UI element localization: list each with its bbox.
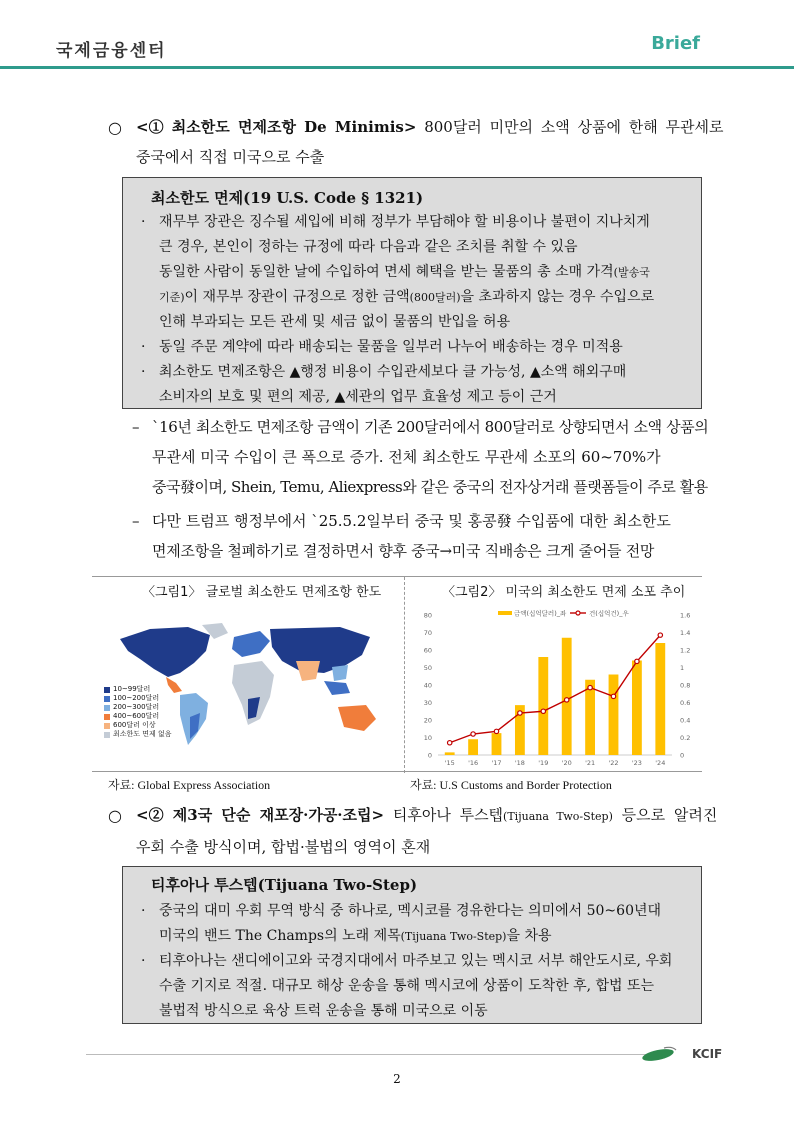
item1-line3 (159, 260, 685, 285)
legend-row-3 (104, 703, 172, 712)
dash2-line2: 면제조항을 철폐하기로 결정하면서 향후 중국→미국 직배송은 크게 줄어들 전망 (152, 542, 655, 560)
chart-right-tick-label: 0.4 (680, 716, 691, 725)
legend-swatch-6 (104, 732, 110, 738)
chart-bar (609, 675, 619, 756)
chart-x-tick-label: '17 (491, 759, 502, 767)
chart-right-tick-label: 1.4 (680, 629, 691, 637)
item1-line4a: 기준) (159, 291, 185, 304)
tijuana-item1-line1: 중국의 대미 우회 무역 방식 중 하나로, 멕시코를 경유한다는 의미에서 50~60년대 (159, 903, 662, 919)
chart-right-tick-label: 0.8 (680, 681, 691, 690)
chart-right-tick-label: 0 (680, 751, 685, 760)
chart-right-tick-label: 1.6 (680, 611, 691, 620)
chart-right-tick-label: 0.2 (680, 734, 691, 742)
legend-swatch-2 (104, 696, 110, 702)
item1-line4 (159, 285, 685, 310)
chart-left-tick-label: 40 (423, 681, 432, 690)
kcif-logo-icon (640, 1044, 680, 1062)
tijuana-item2-line3: 불법적 방식으로 육상 트럭 운송을 통해 미국으로 이동 (159, 1003, 488, 1019)
chart-line-point (448, 741, 452, 745)
dash-paragraph-2 (132, 506, 700, 566)
tijuana-box (122, 866, 702, 1024)
item1-line1: 재무부 장관은 징수될 세입에 비해 정부가 부담해야 할 비용이나 불편이 지나치게 (159, 214, 650, 230)
chart-legend-bar-swatch (498, 611, 512, 615)
de-minimis-box (122, 177, 702, 409)
section1-bullet: ○ (108, 118, 122, 137)
chart-left-tick-label: 70 (423, 629, 432, 637)
item-dot: · (141, 364, 146, 380)
chart-left-tick-label: 0 (427, 751, 432, 760)
legend-row-2 (104, 694, 172, 703)
figure1-caption: 〈그림1〉 글로벌 최소한도 면제조항 한도 (142, 585, 382, 600)
item3-line1: 최소한도 면제조항은 ▲행정 비용이 수입관세보다 클 가능성, ▲소액 해외구매 (159, 364, 627, 380)
section1-text1: 800달러 미만의 소액 상품에 한해 무관세로 (416, 118, 724, 136)
chart-x-tick-label: '18 (514, 759, 525, 767)
section2-paragraph (136, 800, 718, 862)
item-dot: · (141, 903, 146, 919)
dash-paragraph-1 (132, 412, 709, 502)
dash1-line2: 무관세 미국 수입이 큰 폭으로 증가. 전체 최소한도 무관세 소포의 60~70%가 (152, 448, 661, 466)
section2-text2: 우회 수출 방식이며, 합법·불법의 영역이 혼재 (136, 838, 431, 856)
section1-text2: 중국에서 직접 미국으로 수출 (136, 148, 325, 166)
figure1-source: 자료: Global Express Association (108, 778, 271, 792)
chart-x-tick-label: '15 (444, 759, 455, 767)
legend-swatch-4 (104, 714, 110, 720)
legend-row-4 (104, 712, 172, 721)
de-minimis-parcel-chart (410, 607, 700, 771)
chart-line-point (565, 698, 569, 702)
legend-label-4: 400~600달러 (113, 712, 160, 720)
chart-bar (562, 638, 572, 755)
legend-label-3: 200~300달러 (113, 703, 160, 711)
legend-swatch-1 (104, 687, 110, 693)
chart-line-point (494, 729, 498, 733)
section2-bullet: ○ (108, 806, 122, 825)
chart-x-tick-label: '24 (655, 759, 666, 767)
item-dot: · (141, 339, 146, 355)
chart-left-tick-label: 80 (423, 611, 432, 620)
chart-right-tick-label: 1.2 (680, 646, 691, 655)
figures-divider (404, 577, 405, 773)
tijuana-item2-line2: 수출 기지로 적절. 대규모 해상 운송을 통해 멕시코에 상품이 도착한 후, 합법 또는 (159, 978, 655, 994)
chart-series-line (450, 635, 661, 743)
item2-line1: 동일 주문 계약에 따라 배송되는 물품을 일부러 나누어 배송하는 경우 미적용 (159, 339, 623, 355)
chart-right-tick-label: 0.6 (680, 699, 691, 707)
tijuana-item-1 (139, 899, 685, 949)
legend-swatch-5 (104, 723, 110, 729)
chart-left-tick-label: 20 (423, 716, 432, 725)
chart-line-point (635, 659, 639, 663)
de-minimis-item-2 (139, 335, 685, 360)
figure2-source: 자료: U.S Customs and Border Protection (410, 778, 612, 792)
chart-line-point (658, 633, 662, 637)
chart-bar (655, 643, 665, 755)
legend-row-6 (104, 730, 172, 739)
chart-line-point (471, 732, 475, 736)
item3-line2: 소비자의 보호 및 편의 제공, ▲세관의 업무 효율성 제고 등이 근거 (159, 389, 557, 405)
chart-line-point (541, 709, 545, 713)
header-org-title: 국제금융센터 (56, 41, 167, 61)
item1-line5: 인해 부과되는 모든 관세 및 세금 없이 물품의 반입을 허용 (159, 314, 511, 330)
chart-x-tick-label: '20 (561, 759, 572, 767)
item1-line4d: 을 초과하지 않는 경우 수입으로 (460, 289, 655, 305)
dash-mark: – (132, 418, 140, 436)
chart-bar (585, 680, 595, 755)
header-divider (0, 66, 794, 69)
chart-right-tick-label: 1 (680, 664, 685, 672)
tijuana-item1-line2b: (Tijuana Two-Step) (400, 930, 507, 943)
dash2-line1: 다만 트럼프 행정부에서 `25.5.2일부터 중국 및 홍콩發 수입품에 대한 최소한도 (152, 512, 671, 530)
de-minimis-item-1 (139, 210, 685, 335)
section2-text1c: 등으로 알려진 (612, 806, 718, 824)
dash1-line1: `16년 최소한도 면제조항 금액이 기존 200달러에서 800달러로 상향되면서 소액 상품의 (152, 418, 709, 436)
chart-legend-line-label: 건(십억건)_우 (589, 609, 629, 618)
chart-left-tick-label: 50 (423, 664, 432, 672)
tijuana-item1-line2c: 을 차용 (506, 928, 552, 944)
item-dot: · (141, 953, 146, 969)
tijuana-item1-line2 (159, 924, 685, 949)
chart-bar (492, 733, 502, 755)
header-brief-label: Brief (651, 33, 700, 54)
dash1-line3: 중국發이며, Shein, Temu, Aliexpress와 같은 중국의 전자상거래 플랫폼들이 주로 활용 (152, 478, 708, 496)
de-minimis-item-3 (139, 360, 685, 410)
legend-label-5: 600달러 이상 (113, 721, 156, 729)
section2-title: <② 제3국 단순 재포장·가공·조립> (136, 806, 385, 824)
legend-row-5 (104, 721, 172, 730)
chart-line-point (518, 711, 522, 715)
figure2-caption: 〈그림2〉 미국의 최소한도 면제 소포 추이 (442, 585, 686, 600)
legend-row-1 (104, 685, 172, 694)
legend-label-2: 100~200달러 (113, 694, 160, 702)
legend-swatch-3 (104, 705, 110, 711)
section1-paragraph (136, 112, 724, 172)
chart-legend-line-marker (576, 611, 580, 615)
chart-x-tick-label: '16 (468, 759, 479, 767)
chart-x-tick-label: '23 (631, 759, 642, 767)
chart-legend-bar-label: 금액(십억달러)_좌 (514, 609, 567, 618)
chart-x-tick-label: '22 (608, 759, 619, 767)
chart-x-tick-label: '19 (538, 759, 549, 767)
chart-bar (468, 739, 478, 755)
item1-line3b: (발송국 (613, 266, 650, 279)
page-number: 2 (393, 1072, 401, 1086)
chart-left-tick-label: 10 (423, 734, 432, 742)
chart-bar (632, 661, 642, 756)
figures-area (92, 576, 702, 772)
tijuana-item-2 (139, 949, 685, 1024)
chart-line-point (611, 694, 615, 698)
dash-mark: – (132, 512, 140, 530)
legend-label-6: 최소한도 면제 없음 (113, 730, 172, 738)
section2-text1b: (Tijuana Two-Step) (503, 810, 613, 823)
item1-line3a: 동일한 사람이 동일한 날에 수입하여 면세 혜택을 받는 물품의 총 소매 가격 (159, 264, 614, 280)
chart-bar (538, 657, 548, 755)
legend-label-1: 10~99달러 (113, 685, 151, 693)
map-legend (104, 685, 172, 739)
section1-title: <① 최소한도 면제조항 De Minimis> (136, 118, 417, 136)
tijuana-item2-line1: 티후아나는 샌디에이고와 국경지대에서 마주보고 있는 멕시코 서부 해안도시로, 우회 (159, 953, 673, 969)
chart-line-point (588, 685, 592, 689)
chart-x-tick-label: '21 (585, 759, 596, 767)
item1-line2: 큰 경우, 본인이 정하는 규정에 따라 다음과 같은 조치를 취할 수 있음 (159, 239, 578, 255)
tijuana-box-title: 티후아나 투스텝(Tijuana Two-Step) (151, 876, 418, 894)
item-dot: · (141, 214, 146, 230)
item1-line4b: 이 재무부 장관이 규정으로 정한 금액 (184, 289, 410, 305)
footer-divider (86, 1054, 646, 1055)
footer-logo-text: KCIF (692, 1047, 723, 1061)
item1-line4c: (800달러) (409, 291, 461, 304)
chart-left-tick-label: 60 (423, 646, 432, 655)
tijuana-item1-line2a: 미국의 밴드 The Champs의 노래 제목 (159, 928, 401, 944)
chart-left-tick-label: 30 (423, 699, 432, 707)
de-minimis-box-title: 최소한도 면제(19 U.S. Code § 1321) (151, 189, 424, 207)
section2-text1: 티후아나 투스텝 (384, 806, 504, 824)
chart-bar (445, 752, 455, 755)
